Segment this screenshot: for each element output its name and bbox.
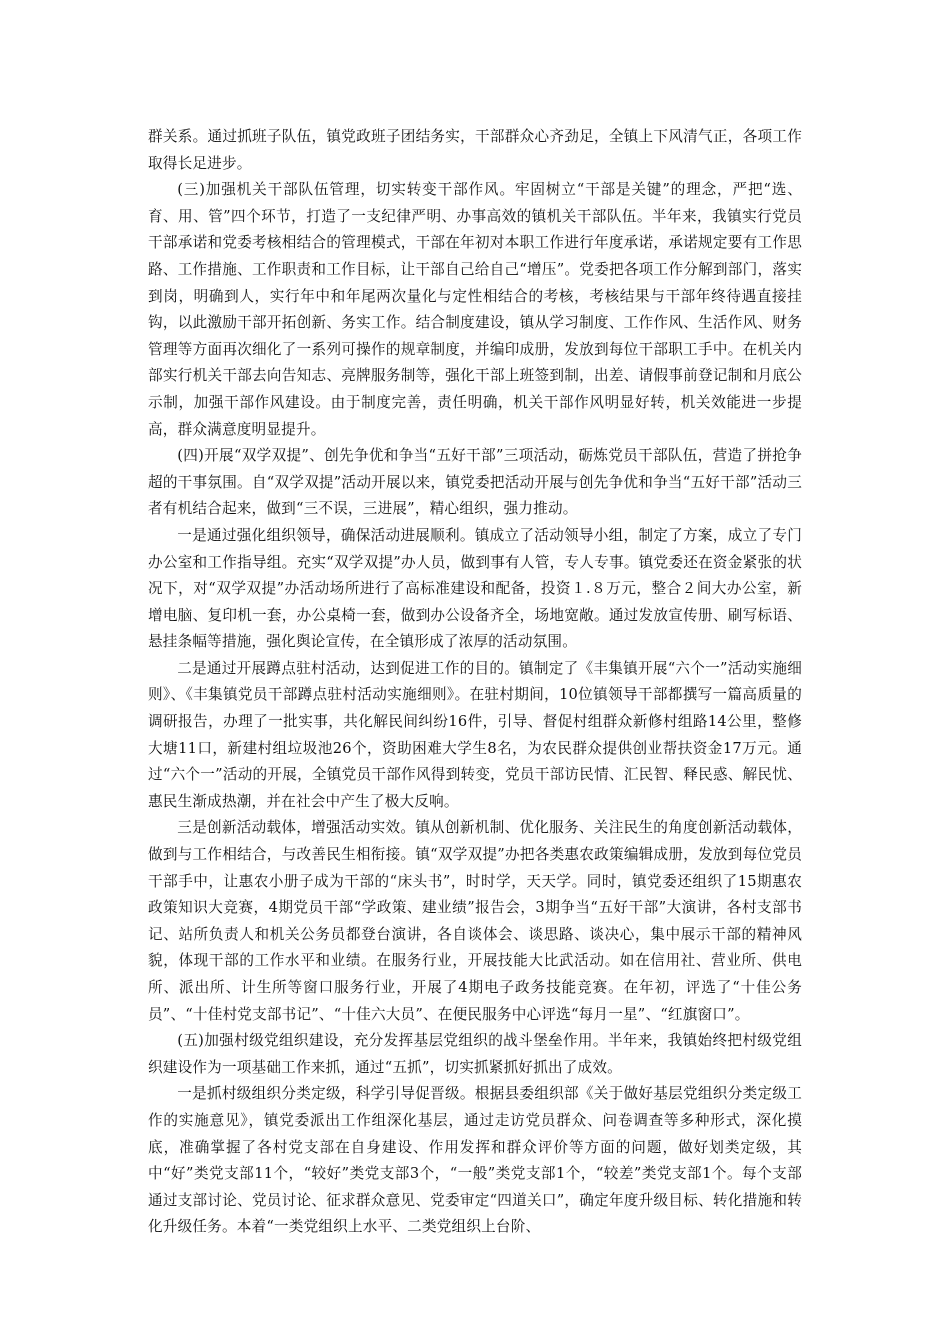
paragraph-section-five-item-one: 一是抓村级组织分类定级，科学引导促晋级。根据县委组织部《关于做好基层党组织分类定级工作的实施意见》，镇党委派出工作组深化基层，通过走访党员群众、问卷调查等多种形式，深化摸底，准确掌握了各村党支部在自身建设、作用发挥和群众评价等方面的问题，做好划类定级，其中“好”类党支部11个，“较好”类党支部3个，“一般”类党支部1个，“较差”类党支部1个。每个支部通过支部讨论、党员讨论、征求群众意见、党委审定“四道关口”，确定年度升级目标、转化措施和转化升级任务。本着“一类党组织上水平、二类党组织上台阶、 — [148, 1085, 802, 1236]
paragraph-section-three: (三)加强机关干部队伍管理，切实转变干部作风。牢固树立“干部是关键”的理念，严把“选、育、用、管”四个环节，打造了一支纪律严明、办事高效的镇机关干部队伍。半年来，我镇实行党员干部承诺和党委考核相结合的管理模式，干部在年初对本职工作进行年度承诺，承诺规定要有工作思路、工作措施、工作职责和工作目标，让干部自己给自己“增压”。党委把各项工作分解到部门，落实到岗，明确到人，实行年中和年尾两次量化与定性相结合的考核，考核结果与干部年终待遇直接挂钩，以此激励干部开拓创新、务实工作。结合制度建设，镇从学习制度、工作作风、生活作风、财务管理等方面再次细化了一系列可操作的规章制度，并编印成册，发放到每位干部职工手中。在机关内部实行机关干部去向告知志、亮牌服务制等，强化干部上班签到制，出差、请假事前登记制和月底公示制，加强干部作风建设。由于制度完善，责任明确，机关干部作风明显好转，机关效能进一步提高，群众满意度明显提升。 — [148, 181, 802, 438]
document-body — [148, 124, 802, 1241]
paragraph-item-three: 三是创新活动载体，增强活动实效。镇从创新机制、优化服务、关注民生的角度创新活动载体，做到与工作相结合，与改善民生相衔接。镇“双学双提”办把各类惠农政策编辑成册，发放到每位党员干部手中，让惠农小册子成为干部的“床头书”，时时学，天天学。同时，镇党委还组织了15期惠农政策知识大竞赛，4期党员干部“学政策、建业绩”报告会，3期争当“五好干部”大演讲，各村支部书记、站所负责人和机关公务员都登台演讲，各自谈体会、谈思路、谈决心，集中展示干部的精神风貌，体现干部的工作水平和业绩。在服务行业，开展技能大比武活动。如在信用社、营业所、供电所、派出所、计生所等窗口服务行业，开展了4期电子政务技能竞赛。在年初，评选了“十佳公务员”、“十佳村党支部书记”、“十佳六大员”、在便民服务中心评选“每月一星”、“红旗窗口”。 — [148, 819, 802, 1023]
paragraph-item-one: 一是通过强化组织领导，确保活动进展顺利。镇成立了活动领导小组，制定了方案，成立了专门办公室和工作指导组。充实“双学双提”办人员，做到事有人管，专人专事。镇党委还在资金紧张的状况下，对“双学双提”办活动场所进行了高标准建设和配备，投资１.８万元，整合２间大办公室，新增电脑、复印机一套，办公桌椅一套，做到办公设备齐全，场地宽敞。通过发放宣传册、刷写标语、悬挂条幅等措施，强化舆论宣传，在全镇形成了浓厚的活动氛围。 — [148, 526, 802, 651]
paragraph-item-two: 二是通过开展蹲点驻村活动，达到促进工作的目的。镇制定了《丰集镇开展“六个一”活动实施细则》、《丰集镇党员干部蹲点驻村活动实施细则》。在驻村期间，10位镇领导干部都撰写一篇高质量的调研报告，办理了一批实事，共化解民间纠纷16件，引导、督促村组群众新修村组路14公里，整修大塘11口，新建村组垃圾池26个，资助困难大学生8名，为农民群众提供创业帮扶资金17万元。通过“六个一”活动的开展，全镇党员干部作风得到转变，党员干部访民情、汇民智、释民惑、解民忧、惠民生渐成热潮，并在社会中产生了极大反响。 — [148, 659, 802, 810]
paragraph-section-four: (四)开展“双学双提”、创先争优和争当“五好干部”三项活动，砺炼党员干部队伍，营造了拼抢争超的干事氛围。自“双学双提”活动开展以来，镇党委把活动开展与创先争优和争当“五好干部”活动三者有机结合起来，做到“三不误，三进展”，精心组织，强力推动。 — [148, 447, 802, 518]
paragraph-continued: 群关系。通过抓班子队伍，镇党政班子团结务实，干部群众心齐劲足，全镇上下风清气正，各项工作取得长足进步。 — [148, 128, 802, 172]
paragraph-section-five: (五)加强村级党组织建设，充分发挥基层党组织的战斗堡垒作用。半年来，我镇始终把村级党组织建设作为一项基础工作来抓，通过“五抓”，切实抓紧抓好抓出了成效。 — [148, 1032, 802, 1076]
